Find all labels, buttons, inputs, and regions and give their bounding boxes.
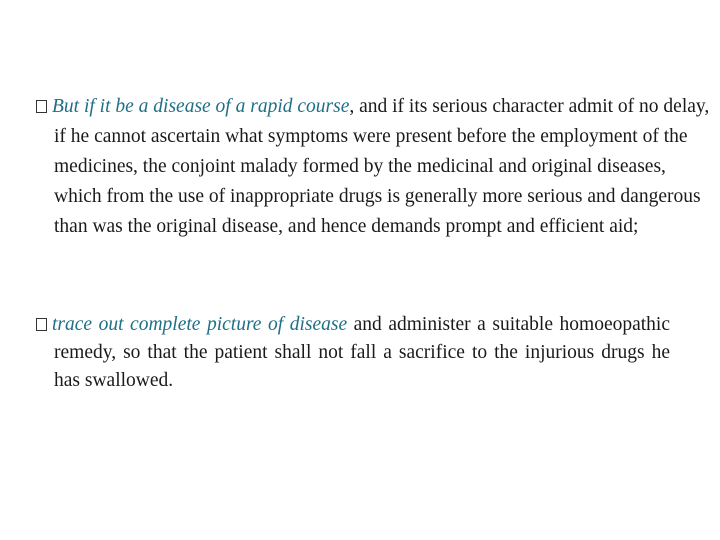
paragraph-2-emphasis: trace out complete picture of disease bbox=[52, 314, 348, 335]
bullet-box-icon bbox=[36, 100, 47, 113]
paragraph-2-text: and administer a suitable homoeopathic remedy, so that the patient shall not fall a sacrifice to the injurious drugs he has swallowed. bbox=[54, 314, 671, 391]
paragraph-2 bbox=[36, 311, 670, 395]
paragraph-1-text: , and if its serious character admit of no delay, if he cannot ascertain what symptoms were present before the employment of the medicines, the conjoint malady formed by the medicinal and original diseases, which from the use of inappropriate drugs is generally more serious and dangerous than was the original disease, and hence demands prompt and efficient aid; bbox=[54, 96, 710, 237]
bullet-box-icon bbox=[36, 318, 47, 331]
paragraph-1 bbox=[36, 92, 714, 242]
paragraph-1-emphasis: But if it be a disease of a rapid course bbox=[52, 96, 350, 117]
